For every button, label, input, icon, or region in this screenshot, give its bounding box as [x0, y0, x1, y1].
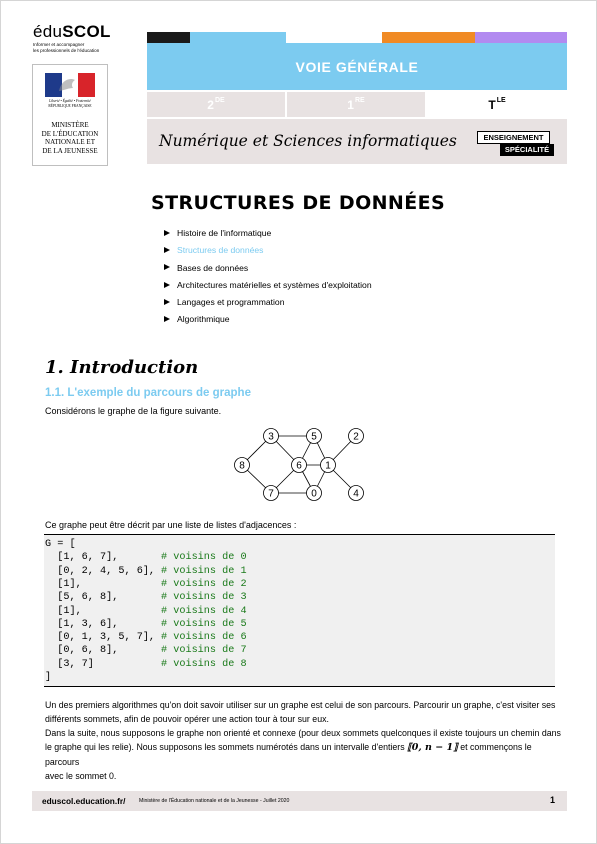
code-line: [0, 2, 4, 5, 6], — [45, 565, 156, 577]
toc-item[interactable] — [164, 296, 372, 313]
page-title: STRUCTURES DE DONNÉES — [151, 192, 446, 214]
toc-item-label: Bases de données — [177, 262, 249, 273]
eduscol-logo[interactable] — [33, 23, 123, 53]
footer-credit: Ministère de l'Éducation nationale et de la Jeunesse - Juillet 2020 — [139, 798, 290, 804]
graph-node-7 — [264, 486, 279, 501]
triangle-bullet-icon — [164, 247, 170, 253]
body-paragraph — [45, 698, 561, 783]
ministry-line-4: DE LA JEUNESSE — [42, 146, 98, 155]
toc-item-label: Histoire de l'informatique — [177, 228, 272, 238]
node-label: 3 — [268, 431, 274, 443]
graph-node-3 — [264, 429, 279, 444]
triangle-bullet-icon — [164, 230, 170, 236]
graph-node-0 — [307, 486, 322, 501]
triangle-bullet-icon — [164, 282, 170, 288]
node-label: 0 — [311, 488, 317, 500]
color-strip-blue — [190, 32, 286, 43]
level-tabs — [147, 92, 567, 117]
paragraph-line: différents sommets, afin de pouvoir opérer une action tour à tour sur eux. — [45, 714, 329, 724]
triangle-bullet-icon — [164, 264, 170, 270]
graph-node-2 — [349, 429, 364, 444]
code-comment: # voisins de 7 — [161, 645, 247, 657]
integer-interval: ⟦0, n − 1⟧ — [407, 742, 458, 753]
wordmark-regular: édu — [33, 22, 63, 41]
paragraph-line: avec le sommet 0. — [45, 771, 117, 781]
voie-banner: VOIE GÉNÉRALE — [147, 43, 567, 90]
paragraph-text: et commençons le parcours — [45, 742, 532, 767]
node-label: 8 — [239, 460, 245, 472]
color-strip-purple — [475, 32, 567, 43]
footer — [32, 791, 567, 811]
triangle-bullet-icon — [164, 299, 170, 305]
ministry-logo — [32, 64, 108, 166]
code-line: [3, 7] — [45, 658, 94, 670]
paragraph-line: Un des premiers algorithmes qu'on doit savoir utiliser sur un graphe est celui de son parcours. Parcourir un graphe, c'est visiter ses — [45, 700, 556, 710]
toc-item-label: Structures de données — [177, 245, 264, 256]
node-label: 7 — [268, 488, 274, 500]
graph-node-4 — [349, 486, 364, 501]
subject-title: Numérique et Sciences informatiques — [159, 132, 457, 150]
marianne-motto: Liberté • Égalité • Fraternité — [49, 99, 91, 103]
marianne-flag-icon — [45, 73, 95, 97]
tagline-line-2: les professionnels de l'éducation — [33, 47, 100, 53]
specialite-badge: SPÉCIALITÉ — [500, 144, 554, 156]
toc-item[interactable] — [164, 313, 372, 330]
footer-site-link[interactable]: eduscol.education.fr/ — [42, 796, 126, 806]
section-heading: 1. Introduction — [45, 357, 199, 378]
code-line: [1, 3, 6], — [45, 618, 119, 630]
graph-nodes — [235, 429, 364, 501]
ministry-line-3: NATIONALE ET — [45, 138, 95, 146]
marianne-republic: RÉPUBLIQUE FRANÇAISE — [48, 103, 92, 108]
color-strip-black — [147, 32, 190, 43]
code-line-close: ] — [45, 672, 52, 683]
level-label: 2 — [207, 97, 214, 112]
code-comment: # voisins de 8 — [161, 658, 247, 670]
ministry-line-1: MINISTÈRE — [51, 121, 89, 129]
triangle-bullet-icon — [164, 316, 170, 322]
ministry-line-2: DE L'ÉDUCATION — [41, 129, 99, 138]
enseignement-badge: ENSEIGNEMENT — [477, 131, 550, 144]
subsection-heading: 1.1. L'exemple du parcours de graphe — [45, 387, 251, 399]
adjacency-intro: Ce graphe peut être décrit par une liste de listes d'adjacences : — [45, 520, 297, 530]
subject-band — [147, 119, 567, 164]
marianne-caption — [37, 99, 103, 108]
ministry-name — [35, 121, 105, 155]
code-line-open: G = [ — [45, 539, 76, 550]
level-sup: RE — [354, 97, 365, 104]
color-strip-orange — [382, 32, 475, 43]
node-label: 2 — [353, 431, 359, 443]
level-tab-premiere[interactable] — [287, 92, 425, 117]
graph-node-5 — [307, 429, 322, 444]
code-line: [1, 6, 7], — [45, 552, 119, 564]
paragraph-text: le graphe qui les relie). Nous supposons les sommets numérotés dans un intervalle d'entiers — [45, 742, 408, 752]
toc-item-label: Algorithmique — [177, 314, 230, 325]
code-line: [0, 6, 8], — [45, 645, 119, 657]
paragraph-line: Dans la suite, nous supposons le graphe non orienté et connexe (pour deux sommets quelconques il existe toujours un chemin dans — [45, 728, 561, 738]
code-block — [44, 534, 555, 687]
level-label: 1 — [347, 97, 354, 112]
code-comment: # voisins de 5 — [161, 618, 247, 630]
code-line: [1], — [45, 605, 82, 617]
code-comment: # voisins de 3 — [161, 592, 247, 604]
graph-node-8 — [235, 458, 250, 473]
code-comment: # voisins de 2 — [161, 578, 247, 590]
paragraph-line — [45, 740, 561, 769]
level-label: T — [488, 97, 496, 112]
node-label: 4 — [353, 488, 359, 500]
eduscol-wordmark — [33, 23, 123, 40]
level-tab-seconde[interactable] — [147, 92, 285, 117]
code-comment: # voisins de 1 — [161, 565, 247, 577]
graph-figure — [227, 425, 372, 503]
toc-item[interactable] — [164, 227, 372, 244]
toc-item[interactable] — [164, 262, 372, 279]
level-tab-terminale[interactable] — [427, 92, 567, 117]
code-comment: # voisins de 6 — [161, 632, 247, 644]
level-sup: DE — [214, 97, 225, 104]
tagline-line-1: Informer et accompagner — [33, 42, 85, 47]
code-line: [5, 6, 8], — [45, 592, 119, 604]
code-comment: # voisins de 4 — [161, 605, 247, 617]
toc-item-current[interactable] — [164, 244, 372, 261]
toc-item[interactable] — [164, 279, 372, 296]
page-number: 1 — [549, 795, 555, 805]
node-label: 1 — [325, 460, 331, 472]
toc-item-label: Architectures matérielles et systèmes d'exploitation — [177, 279, 372, 290]
node-label: 5 — [311, 431, 317, 443]
eduscol-tagline — [33, 42, 123, 53]
node-label: 6 — [296, 460, 302, 472]
intro-text: Considérons le graphe de la figure suivante. — [45, 406, 222, 416]
graph-node-1 — [321, 458, 336, 473]
wordmark-bold: SCOL — [62, 22, 111, 41]
code-line: [1], — [45, 578, 82, 590]
toc-item-label: Langages et programmation — [177, 297, 285, 308]
graph-node-6 — [292, 458, 307, 473]
level-sup: LE — [496, 97, 506, 104]
table-of-contents — [164, 227, 372, 331]
code-comment: # voisins de 0 — [161, 552, 247, 564]
code-line: [0, 1, 3, 5, 7], — [45, 632, 156, 644]
